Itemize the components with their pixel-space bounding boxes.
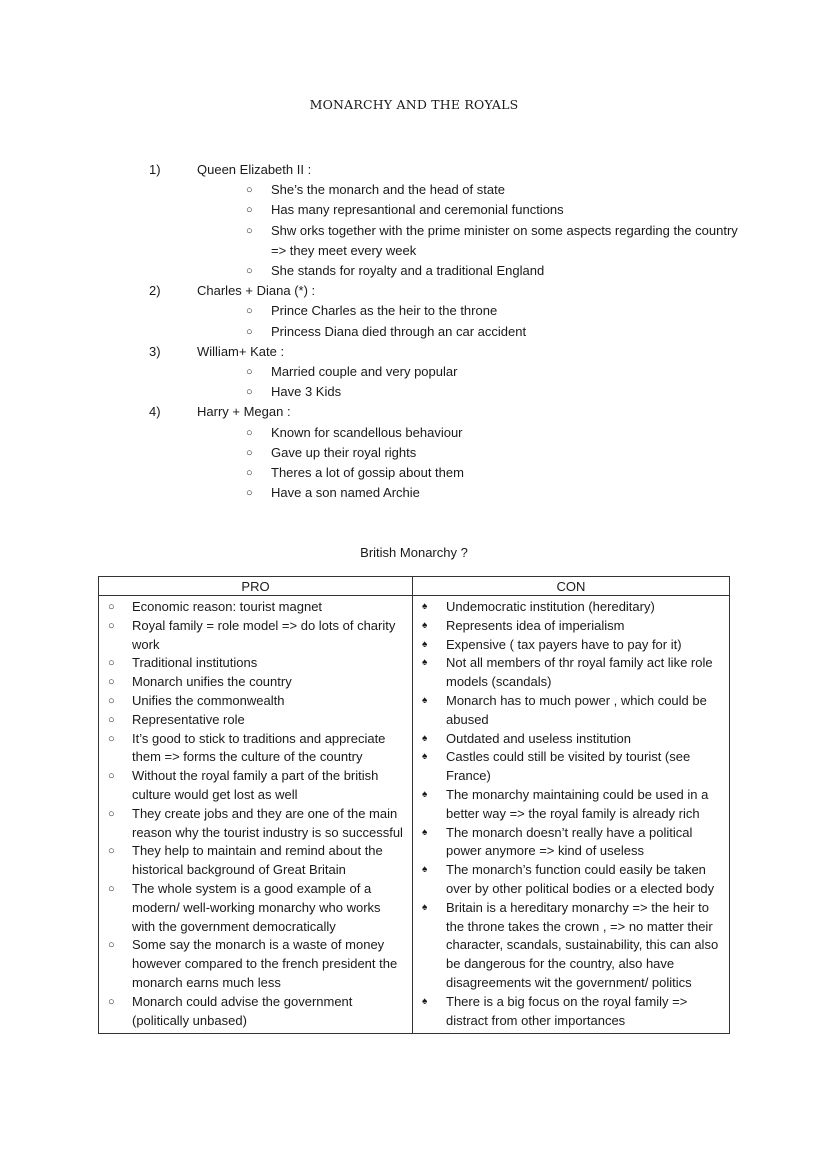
pro-list [99, 596, 412, 1033]
pro-item [99, 880, 412, 936]
spade-icon: ♠ [422, 788, 428, 800]
white-circle-icon: ○ [246, 446, 253, 459]
con-item-text: The monarch’s function could easily be taken over by other political bodies or a elected body [446, 862, 715, 896]
bullet-text: Married couple and very popular [271, 363, 458, 379]
white-circle-icon: ○ [246, 487, 253, 500]
spade-icon: ♠ [422, 601, 428, 612]
white-circle-icon: ○ [246, 204, 253, 217]
white-circle-icon: ○ [246, 224, 253, 237]
pro-item [99, 692, 412, 711]
con-item [413, 636, 729, 655]
section-4 [0, 402, 828, 503]
con-list [413, 596, 729, 1033]
bullet-item [0, 483, 741, 503]
pro-item [99, 598, 412, 617]
white-circle-icon: ○ [246, 305, 253, 318]
bullet-text: She stands for royalty and a traditional England [271, 263, 545, 278]
white-circle-icon: ○ [108, 732, 115, 745]
pro-item-text: Traditional institutions [132, 655, 258, 671]
spade-icon: ♠ [422, 995, 428, 1007]
white-circle-icon: ○ [108, 845, 115, 858]
bullet-text: Princess Diana died through an car accident [271, 323, 527, 339]
con-item-text: Expensive ( tax payers have to pay for it) [446, 636, 682, 652]
section-title: Queen Elizabeth II : [197, 162, 312, 177]
bullet-item [0, 200, 741, 220]
pro-item [99, 730, 412, 768]
con-item [413, 861, 729, 899]
bullet-item [0, 423, 741, 443]
pro-item-text: They help to maintain and remind about the historical background of Great Britain [132, 843, 383, 878]
white-circle-icon: ○ [108, 939, 115, 952]
bullet-text: Have a son named Archie [271, 485, 420, 501]
white-circle-icon: ○ [108, 619, 115, 632]
section-heading [0, 160, 828, 180]
con-item-text: Outdated and useless institution [446, 730, 632, 746]
spade-icon: ♠ [422, 732, 428, 744]
section-number: 3) [149, 343, 161, 359]
white-circle-icon: ○ [246, 386, 253, 399]
pro-item [99, 711, 412, 730]
con-item-text: Represents idea of imperialism [446, 617, 625, 633]
white-circle-icon: ○ [108, 601, 115, 613]
spade-icon: ♠ [422, 619, 428, 631]
white-circle-icon: ○ [246, 325, 253, 338]
con-item-text: Britain is a hereditary monarchy => the heir to the throne takes the crown , => no matter their character, scandals, sustainability, this can also be dangerous for the country, also have disagreements wit the government/ politics [446, 899, 719, 990]
spade-icon: ♠ [422, 901, 428, 913]
section-number: 4) [149, 404, 161, 420]
pro-item-text: It’s good to stick to traditions and appreciate them => forms the culture of the country [132, 730, 386, 765]
bullet-text: Gave up their royal rights [271, 444, 417, 460]
pro-item [99, 654, 412, 673]
section-heading [0, 281, 828, 301]
pro-item-text: Without the royal family a part of the british culture would get lost as well [132, 768, 379, 802]
section-title: William+ Kate : [197, 343, 285, 359]
con-item-text: Not all members of thr royal family act like role models (scandals) [446, 655, 713, 690]
bullet-text: Has many represantional and ceremonial functions [271, 202, 564, 218]
bullet-item [0, 301, 741, 321]
section-3 [0, 342, 828, 403]
bullet-text: Theres a lot of gossip about them [271, 464, 464, 480]
con-item [413, 598, 729, 617]
bullet-item [0, 221, 741, 261]
con-item-text: The monarchy maintaining could be used in a better way => the royal family is already rich [446, 786, 709, 821]
bullet-text: Prince Charles as the heir to the throne [271, 303, 498, 319]
con-item-text: Monarch has to much power , which could be abused [446, 692, 707, 727]
con-header: CON [413, 577, 730, 596]
white-circle-icon: ○ [108, 713, 115, 726]
con-item-text: There is a big focus on the royal family => distract from other importances [446, 993, 688, 1028]
bullet-item [0, 463, 741, 483]
pro-item-text: Unifies the commonwealth [132, 692, 285, 708]
pro-item-text: Royal family = role model => do lots of charity work [132, 617, 396, 652]
pro-item-text: The whole system is a good example of a modern/ well-working monarchy who works with the government democratically [132, 880, 381, 934]
white-circle-icon: ○ [108, 882, 115, 895]
spade-icon: ♠ [422, 826, 428, 838]
section-heading [0, 402, 828, 422]
white-circle-icon: ○ [108, 995, 115, 1008]
white-circle-icon: ○ [246, 265, 253, 277]
section-title: Charles + Diana (*) : [197, 283, 316, 299]
pro-column [99, 596, 413, 1034]
pro-item [99, 767, 412, 805]
pro-con-table [98, 576, 730, 1034]
bullet-item [0, 261, 741, 281]
white-circle-icon: ○ [108, 694, 115, 707]
section-1 [0, 160, 828, 281]
section-number: 2) [149, 283, 161, 299]
con-item [413, 993, 729, 1031]
con-item [413, 748, 729, 786]
con-item [413, 654, 729, 692]
con-item [413, 730, 729, 749]
pro-item-text: They create jobs and they are one of the main reason why the tourist industry is so successful [132, 805, 403, 840]
bullet-item [0, 443, 741, 463]
pro-item [99, 617, 412, 655]
section-heading [0, 342, 828, 362]
white-circle-icon: ○ [108, 657, 115, 670]
con-item [413, 617, 729, 636]
white-circle-icon: ○ [246, 426, 253, 439]
con-item [413, 692, 729, 730]
royals-list [0, 160, 828, 503]
spade-icon: ♠ [422, 657, 428, 669]
bullet-text: Shw orks together with the prime minister on some aspects regarding the country => they meet every week [271, 222, 738, 258]
white-circle-icon: ○ [246, 184, 253, 197]
pro-item-text: Representative role [132, 711, 245, 727]
bullet-text: She’s the monarch and the head of state [271, 182, 505, 198]
bullet-text: Have 3 Kids [271, 384, 342, 400]
con-item [413, 899, 729, 993]
con-column [413, 596, 730, 1034]
table-caption: British Monarchy ? [360, 545, 468, 560]
bullet-item [0, 322, 741, 342]
pro-item-text: Monarch unifies the country [132, 674, 292, 690]
section-number: 1) [149, 162, 161, 177]
con-item-text: The monarch doesn’t really have a political power anymore => kind of useless [446, 824, 693, 859]
white-circle-icon: ○ [108, 770, 115, 783]
section-2 [0, 281, 828, 342]
bullet-item [0, 382, 741, 402]
con-item-text: Castles could still be visited by tourist (see France) [446, 749, 691, 784]
bullet-item [0, 362, 741, 382]
pro-item [99, 936, 412, 992]
spade-icon: ♠ [422, 694, 428, 706]
spade-icon: ♠ [422, 864, 428, 876]
pro-header: PRO [99, 577, 413, 596]
pro-item [99, 842, 412, 880]
pro-item [99, 805, 412, 843]
con-item [413, 824, 729, 862]
white-circle-icon: ○ [246, 466, 253, 479]
pro-item [99, 673, 412, 692]
con-item [413, 786, 729, 824]
pro-item-text: Some say the monarch is a waste of money however compared to the french president the monarch earns much less [132, 937, 398, 990]
pro-item-text: Monarch could advise the government (politically unbased) [132, 993, 353, 1028]
con-item-text: Undemocratic institution (hereditary) [446, 599, 655, 614]
spade-icon: ♠ [422, 638, 428, 650]
white-circle-icon: ○ [108, 807, 115, 820]
spade-icon: ♠ [422, 751, 428, 763]
section-title: Harry + Megan : [197, 404, 291, 420]
white-circle-icon: ○ [108, 676, 115, 689]
pro-item-text: Economic reason: tourist magnet [132, 599, 323, 614]
white-circle-icon: ○ [246, 365, 253, 378]
pro-item [99, 993, 412, 1031]
page-title: MONARCHY AND THE ROYALS [309, 97, 519, 112]
bullet-text: Known for scandellous behaviour [271, 424, 463, 440]
bullet-item [0, 180, 741, 200]
